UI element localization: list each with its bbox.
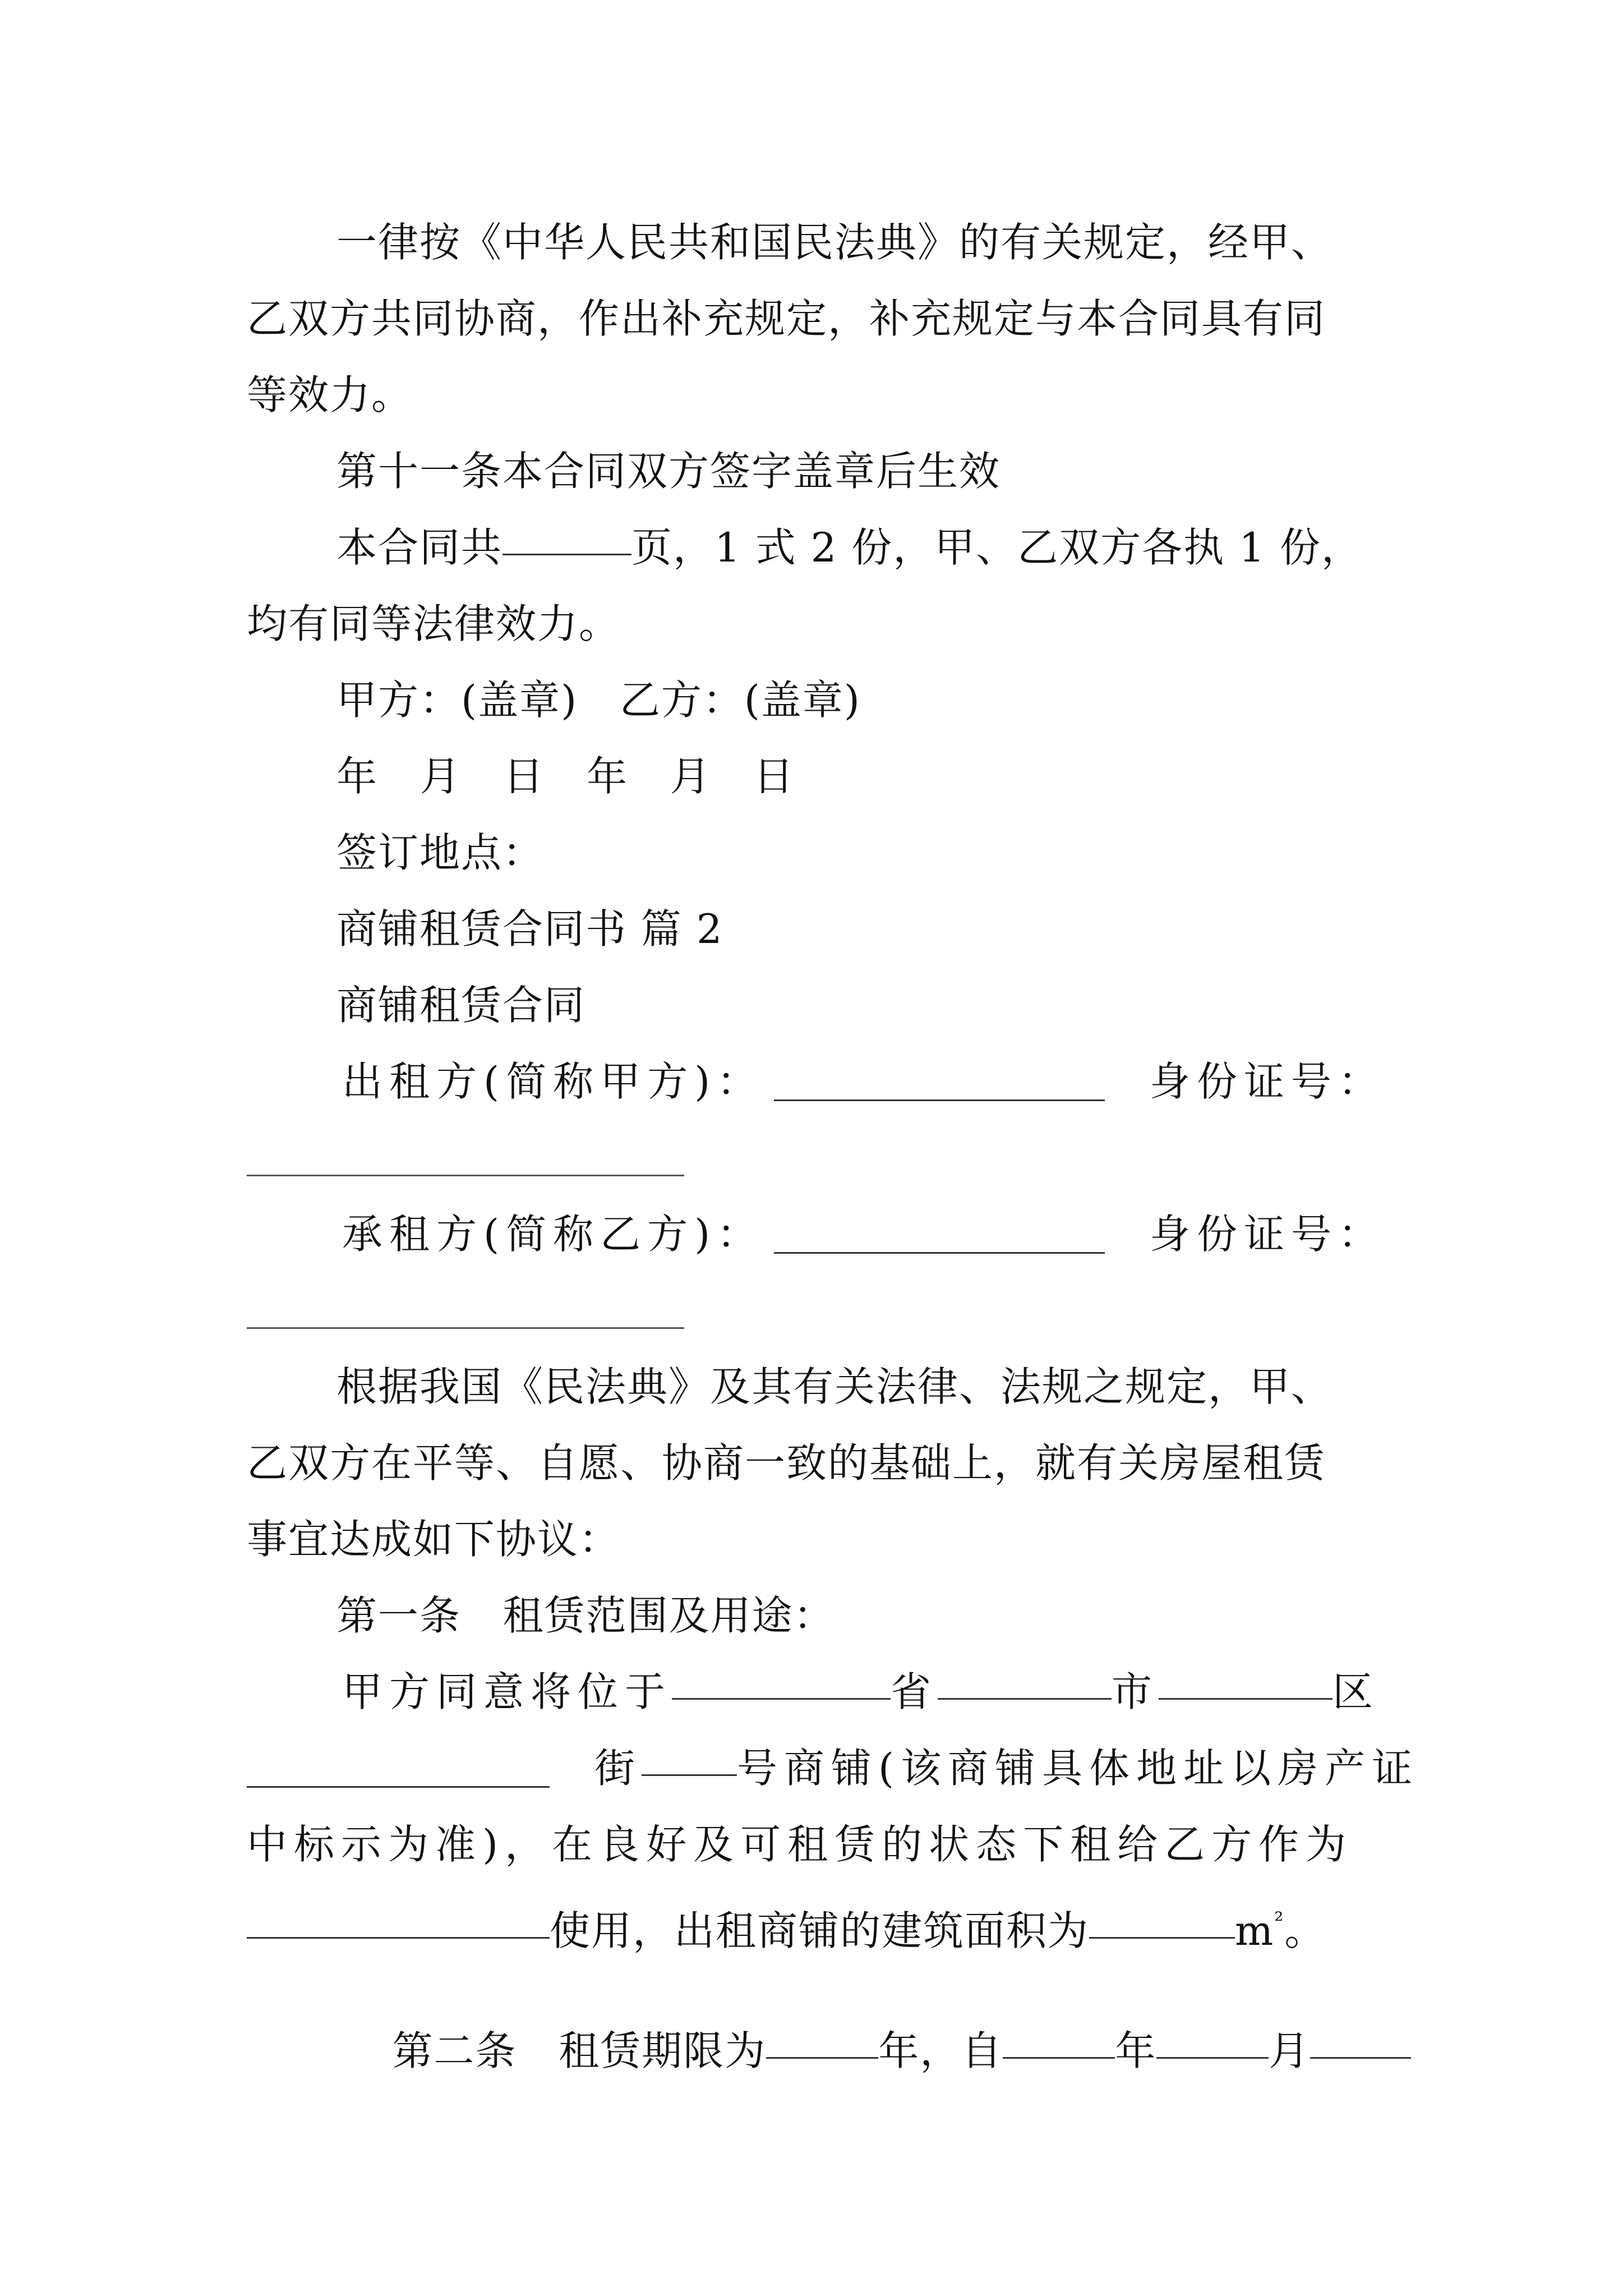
lessee-name-blank	[774, 1252, 1105, 1254]
text-segment: 承租方(简称乙方)：	[342, 1211, 764, 1258]
lessee-line	[342, 1207, 764, 1261]
seal-line: 甲方：(盖章) 乙方：(盖章)	[336, 677, 861, 724]
text-segment: 。	[1284, 1907, 1326, 1954]
section-title: 商铺租赁合同书 篇 2	[336, 905, 723, 953]
text-line: 均有同等法律效力。	[247, 600, 621, 647]
text-segment: m	[1235, 1907, 1275, 1954]
text-segment: 出租方(简称甲方)：	[342, 1058, 764, 1105]
signing-place: 签订地点：	[336, 829, 545, 876]
text-line: 根据我国《民法典》及其有关法律、法规之规定，甲、	[336, 1363, 1333, 1410]
text-segment: 使用，出租商铺的建筑面积为	[550, 1907, 1090, 1954]
id-number-label: 身份证号：	[1150, 1211, 1386, 1258]
article-heading: 第十一条本合同双方签字盖章后生效	[336, 448, 1001, 495]
lessee-id-blank	[247, 1327, 684, 1329]
start-day-blank	[1310, 2057, 1411, 2059]
text-segment: 省	[891, 1668, 938, 1715]
text-line: 乙双方共同协商，作出补充规定，补充规定与本合同具有同	[247, 295, 1326, 342]
street-blank	[247, 1786, 550, 1788]
text-segment: 月	[1269, 2027, 1311, 2074]
start-year-blank	[1003, 2057, 1115, 2059]
text-segment: 本合同共	[336, 524, 503, 571]
text-segment: 市	[1112, 1668, 1159, 1715]
text-line: 中标示为准)，在良好及可租赁的状态下租给乙方作为	[247, 1821, 1353, 1868]
text-segment: 第二条 租赁期限为	[392, 2027, 767, 2074]
years-blank	[766, 2057, 878, 2059]
text-line	[247, 1894, 1326, 1958]
text-segment: 页，1 式 2 份，甲、乙双方各执 1 份，	[631, 524, 1363, 571]
text-segment: 区	[1332, 1668, 1380, 1715]
id-number-label: 身份证号：	[1150, 1058, 1386, 1105]
text-line: 等效力。	[247, 371, 413, 418]
province-blank	[672, 1698, 891, 1700]
text-segment: 年，自	[878, 2027, 1003, 2074]
usage-blank	[247, 1937, 550, 1939]
text-line	[336, 521, 1363, 574]
lessor-name-blank	[774, 1099, 1105, 1101]
blank-field	[502, 554, 631, 555]
district-blank	[1159, 1698, 1332, 1700]
city-blank	[938, 1698, 1112, 1700]
date-line: 年 月 日 年 月 日	[336, 753, 795, 800]
text-line: 事宜达成如下协议：	[247, 1516, 621, 1563]
article-heading	[336, 1970, 1411, 2132]
text-line: 乙双方在平等、自愿、协商一致的基础上，就有关房屋租赁	[247, 1439, 1326, 1487]
number-blank	[642, 1774, 737, 1776]
text-segment: 街	[594, 1745, 642, 1792]
article-heading: 第一条 租赁范围及用途：	[336, 1592, 835, 1639]
text-line: 一律按《中华人民共和国民法典》的有关规定，经甲、	[336, 219, 1333, 266]
text-segment: 年	[1115, 2027, 1157, 2074]
text-segment: 号商铺(该商铺具体地址以房产证	[737, 1745, 1419, 1792]
text-line	[594, 1741, 1419, 1795]
lessor-id-blank	[247, 1175, 684, 1176]
text-segment: ²	[1274, 1908, 1285, 1934]
area-blank	[1089, 1937, 1235, 1939]
start-month-blank	[1156, 2057, 1269, 2059]
contract-title: 商铺租赁合同	[336, 982, 586, 1029]
text-segment: 甲方同意将位于	[342, 1668, 672, 1715]
lessor-line	[342, 1055, 764, 1108]
text-line	[342, 1665, 1380, 1719]
